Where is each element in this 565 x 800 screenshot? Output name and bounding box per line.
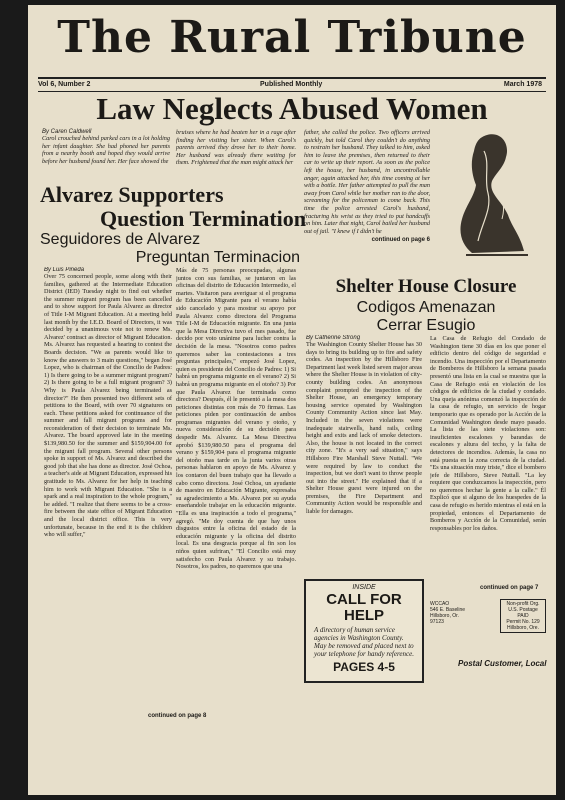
story1-continued: continued on page 6 (371, 237, 430, 244)
permit-line5: Hillsboro, Ore. (507, 625, 539, 631)
postage-permit-box (500, 599, 546, 633)
story1-col3 (304, 129, 430, 243)
permit-line1: Non-profit Org. (506, 601, 540, 607)
inside-description: A directory of human service agencies in Washington County. May be removed and placed next to your telephone for handy reference. (314, 626, 414, 658)
story2-subhead-line2: Preguntan Terminacion (135, 249, 300, 266)
story3-text-col2: La Casa de Refugio del Condado de Washington tiene 30 días en los que poner el edificio dentro del código de seguridad e incendio. Una inspección por el Departamento de Bomberos de Hillsboro la semana pasada presentó una lista en la cual se muestra que la Casa de Refugio está en violación de los códigos de edificios de la ciudad y condado. Una queja anónima comenzó la inspección de la casa de refugio, un servicio de hogar temporario que es operado por la Acción de la Comunidad Washington desde mayo pasado. La lista de las siete violaciones son: insuficientes escalones y barandas de escalones y altura del techo, y la falta de detectores de incendios. Además, la casa no está puesta en la zona correcta de la ciudad. "Es una situación muy triste," dice el bombero jefe de Hillsboro, Steve Nuttall. "La ley requiere que conduzcamos la inspección, pero no queremos hechar la gente a la calle." Él Explicó que si alguno de los huespedes de la casa de refugio es herido mientras el está en la propiedad, entonces el Departamento de Bomberos y Acción de la Comunidad, serán responsables por los daños. (430, 335, 546, 532)
story3-headline-block (306, 275, 546, 335)
story2-headline-block (40, 183, 310, 267)
story3-subhead-line1: Codigos Amenazan (356, 299, 496, 316)
inside-callout-box (304, 579, 424, 683)
permit-line2: U.S. Postage (508, 607, 538, 613)
story2-col1 (44, 267, 172, 707)
story2-continued: continued on page 8 (148, 713, 207, 719)
masthead-title: The Rural Tribune (57, 12, 527, 63)
return-addr1: 546 E. Baseline (430, 607, 466, 613)
story3-col2 (430, 335, 546, 583)
story3-headline: Shelter House Closure (335, 276, 517, 297)
inside-label: INSIDE (352, 584, 376, 591)
story2-col2 (176, 267, 296, 707)
story1-text-col1: Carol crouched behind parked cars in a lot holding her infant daughter. She had phoned her parents from a nearby booth and hoped they would arrive before her husband found her. Her face showed the (42, 135, 170, 165)
story3-col1 (306, 335, 422, 567)
story1-byline: By Caren Caldwell (42, 129, 92, 135)
return-zip: 97123 (430, 619, 444, 625)
story2-headline-line2: Question Termination (100, 206, 306, 231)
return-address (430, 601, 488, 625)
story2-text-col1: Over 75 concerned people, some along with their families, gathered at the Intermediate Education District (IED) Tuesday night to find out whether the summer migrant program has been cancelled and to show support for Paula Alvarez as director of Title I-M Migrant Education. At a meeting held last month by the I.E.D. Board of Directors, it was decided by a unanimous vote not to renew Ms. Alvarez' contract as director of Migrant Education. Ms. Alvarez has requested a hearing to contest the Boards decision. "We as parents would like to know the answers to 3 main questions," began José Lopez, who is chairman of the Concilio de Padres: 1) Is there going to be a summer migrant program? 2) Is there going to be a full migrant program? 3) Why is Paula Alvarez being terminated as director?" He then presented two different sets of petitions to the Board, with over 70 signatures on each. These petitions asked for continuance of the summer and fall migrant programs and for reconsideration of their decision to terminate Ms. Alvarez. The board approved late in the meeting $139,980.50 for the summer and $159,904.00 for the migrant fall program. Several other persons spoke in support of Ms. Alvarez and described the good job that she has done as director. José Ochoa, a teacher's aide at Migrant Education, expressed his gratitude to Ms. Alvarez for her help in teaching him to work with Migrant Education. "She is a spark and a real inspiration to the whole program," he added. "I realize that there seems to be a cross-fire between the state office of Migrant Education and the local district office. This is very unfortunate, because in the end it is the children who will suffer," (44, 273, 172, 539)
return-org: WCCAO (430, 601, 450, 607)
permit-line3: PAID (517, 613, 529, 619)
story2-text-col2: Más de 75 personas preocupadas, algunas juntos con sus familias, se juntaron en las oficinas del distrito de Educación Intermedio, el martes. Visitaron para averiguar si el programa de Educación Migrante para el verano había sido cancelado y para mostrar su apoyo por Paula Alvarez como directora del Programa Title I-M de Educación migrante. En una junta que la Mesa Directiva tuvo el mes pasado, fue decido por voto unánime para lucher contra la decisión de la mesa. "Nosotros como padres queremos saber las contestaciones a tres preguntas principales," empezó José Lopez, quien es presidente del Concilio de Padres: 1) Si habrá un programa migrante en el verano? 2) Si habrá un programa migrante en el otoño? 3) Por que Paula Alvarez fue terminada como directora? Después, él le presentó a la mesa dos peticiones distintas con más de 70 firmas. Las peticiones piden por continuación de ambos programas migrantes del verano y otoño, y nueva consideración de su decisión para despedir Ms. Alvarez. La Mesa Directiva aprobó $139,980.50 para el programa del verano y $159,904 para el programa migrante del otoño mas tarde en la junta varios otras personas hablaron en apoyo de Ms. Alvarez y los contaron del buen trabajo que ha llevado a cabo como directora. José Ochoa, un ayudante de maestro en Educación Migrante, expresaba su agradecimiento a Ms. Alvarez por su ayuda enseñandole trabajar en la educación migrante. "Ella es una inspiración a todo el programa," agregó. "Me doy cuenta de que hay unos disgustos entre la oficina del estado de la educación migrante y la oficina del distrito local. Es una desgracia porque al fin son los niños quien sufriran," "El Concilio está muy satisfecho con Paula Alvarez y su trabajo. Nosotros, los padres, no queremos que una (176, 267, 296, 571)
main-headline: Law Neglects Abused Women (96, 91, 488, 126)
inside-pages: PAGES 4-5 (333, 660, 395, 674)
story3-text-col1: The Washington County Shelter House has 30 days to bring its building up to fire and safety codes. An inspection by the Hillsboro Fire Department last week listed seven major areas where the Shelter House is in violation of city-county building codes. An anonymous complaint prompted the inspection of the Shelter House, an emergency temporary housing service operated by Washington County Community Action since last May. Included in the seven violations were inadequate stairwells, hand rails, ceiling height and exits and lack of smoke detectors. Also, the house is not located in the correct city zone. "It's a very sad situation," says Hillsboro Fire Marshall Steve Nuttall. "We were required by law to conduct the inspection, but we don't want to throw people out into the street." He explained that if a Shelter House guest were injured on the premises, the Fire Department and Community Action would be responsible and liable for damages. (306, 341, 422, 516)
issue-date: March 1978 (503, 81, 542, 88)
story3-subhead-line2: Cerrar Esugio (376, 317, 476, 334)
issue-info-bar (38, 77, 546, 92)
story3-byline: By Catherine Strong (306, 335, 361, 341)
story1-text-col2: bruises where he had beaten her in a rage after finding her visiting her sister. When Carol's parents arrived they drove her to their home. Her husband was already there waiting for them. Frightened that the man might attack her (176, 129, 296, 167)
story2-headline-line1: Alvarez Supporters (40, 182, 224, 207)
inside-title: CALL FOR HELP (326, 591, 402, 624)
story1-col1 (42, 129, 170, 165)
newspaper-page (28, 5, 556, 795)
story2-subhead-line1: Seguidores de Alvarez (40, 231, 201, 248)
crouching-woman-illustration (432, 123, 542, 263)
permit-line4: Permit No. 129 (506, 619, 540, 625)
publication-frequency: Published Monthly (260, 81, 323, 88)
volume-number: Vol 6, Number 2 (38, 81, 91, 88)
postal-customer: Postal Customer, Local (458, 659, 547, 668)
return-addr2: Hillsboro, Or. (430, 613, 459, 619)
story1-text-col3: father, she called the police. Two officers arrived quickly, but told Carol they couldn't do anything to restrain her husband. They talked to him, asked him to leave the premises, then returned to their car to write up their report. As soon as the police left the house, her husband, in uncontrollable anger, again attacked her, this time coming at her with a bottle. Her father attempted to pull the man away from Carol while her mother ran to the door, screaming for the policeman to come back. This time the police arrested Carol's husband, fracturing his wrist as they tried to put handcuffs on him. Later that night, Carol bailed her husband out of jail. "I knew if I didn't he (304, 129, 430, 235)
story2-byline: By Luis Pineda (44, 267, 85, 273)
story3-continued: continued on page 7 (480, 585, 539, 591)
story1-col2 (176, 129, 296, 167)
